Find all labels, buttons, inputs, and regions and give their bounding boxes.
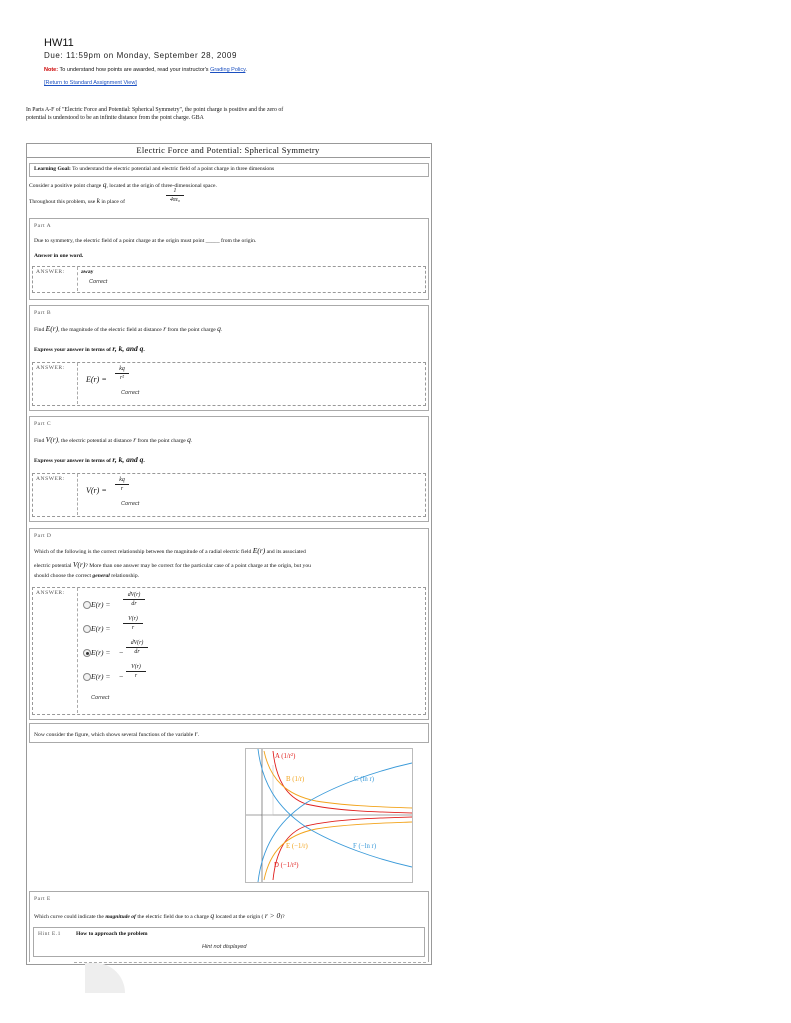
page-curl <box>85 963 125 993</box>
part-a-label: Part A <box>34 223 52 229</box>
part-d-question-line2 <box>34 560 311 569</box>
assignment-title: HW11 <box>44 37 74 49</box>
part-d-l3em: general <box>92 573 110 579</box>
option-3-sign: − <box>119 648 124 657</box>
var-q: q <box>102 180 107 189</box>
radio-button-4[interactable] <box>83 673 91 681</box>
curve-e <box>264 822 412 880</box>
part-c-r: r <box>133 435 137 444</box>
consider-part2: , located at the origin of three-dimensional space. <box>106 183 217 189</box>
consider-text <box>29 180 217 189</box>
part-c-answer-label: ANSWER: <box>36 476 65 482</box>
hint-e1-box[interactable] <box>33 927 425 957</box>
option-2-lhs: E(r) = <box>91 624 111 633</box>
intro-paragraph: In Parts A-F of "Electric Force and Potential: Spherical Symmetry", the point charge is positive and the zero of potential is understood to be an infinite distance from the point charge. GBA <box>26 107 284 121</box>
part-b-den: r² <box>120 375 124 381</box>
part-d-l1b: and its associated <box>266 549 306 555</box>
part-d-status: Correct <box>91 695 110 701</box>
curve-e-label: E (−1/r) <box>286 843 308 850</box>
part-c-q3: from the point charge <box>137 438 186 444</box>
part-d-l2fn: V(r) <box>72 560 86 569</box>
next-hint-edge <box>74 962 426 965</box>
part-d-question-line3 <box>34 573 139 579</box>
part-c-fraction <box>115 477 129 492</box>
curve-d-label: D (−1/r²) <box>274 862 299 869</box>
return-link-wrap <box>44 80 137 86</box>
option-1-den: dr <box>131 601 137 607</box>
part-b-fn: E(r) <box>45 324 59 333</box>
learning-goal-box <box>29 163 429 177</box>
radio-button-3-selected[interactable] <box>83 649 91 657</box>
part-d-l2a: electric potential <box>34 563 72 569</box>
return-to-standard-view-link[interactable]: [Return to Standard Assignment View] <box>44 80 137 86</box>
part-d-l3a: should choose the correct <box>34 573 92 579</box>
part-c-q1: Find <box>34 438 45 444</box>
part-b-q: q <box>217 324 221 333</box>
part-b-num: kq <box>119 366 125 372</box>
option-4-fraction <box>126 664 146 679</box>
part-a-instruction: Answer in one word. <box>34 253 84 259</box>
part-b-vars: r, k, and q <box>112 344 144 353</box>
curve-b-label: B (1/r) <box>286 776 305 783</box>
part-c-vars: r, k, and q <box>112 455 144 464</box>
hint-e1-label: Hint E.1 <box>38 931 61 937</box>
curve-a-label: A (1/r²) <box>275 753 296 760</box>
part-d-l2b: ? More than one answer may be correct for the particular case of a point charge at the origin, but you <box>85 563 311 569</box>
learning-goal-text: To understand the electric potential and electric field of a point charge in three dimensions <box>72 166 275 172</box>
part-e-q3: located at the origin ( <box>215 914 264 920</box>
part-d-box <box>29 528 429 720</box>
option-3-den: dr <box>134 649 140 655</box>
part-c-q2: , the electric potential at distance <box>58 438 132 444</box>
throughout-part2: in place of <box>101 199 125 205</box>
part-d-question-line1 <box>34 546 306 555</box>
option-3-fraction <box>126 640 148 655</box>
learning-goal <box>34 166 274 172</box>
part-d-answer-label: ANSWER: <box>36 590 65 596</box>
part-c-instr1: Express your answer in terms of <box>34 458 111 464</box>
part-b-answer-box <box>32 362 426 406</box>
option-3-lhs: E(r) = <box>91 648 111 657</box>
part-a-answer: away <box>81 269 94 275</box>
part-d-l1fn: E(r) <box>252 546 266 555</box>
k-frac-numerator: 1 <box>173 188 177 194</box>
radio-button-2[interactable] <box>83 625 91 633</box>
part-a-answer-label: ANSWER: <box>36 269 65 275</box>
k-frac-denominator: 4πε₀ <box>169 197 181 203</box>
figure-intro-part2: . <box>197 732 199 738</box>
option-2-fraction <box>123 616 143 631</box>
grading-policy-link[interactable]: Grading Policy <box>210 67 246 73</box>
k-definition-fraction <box>166 188 184 203</box>
part-a-status: Correct <box>89 279 108 285</box>
part-b-answer-label: ANSWER: <box>36 365 65 371</box>
part-b-q2: , the magnitude of the electric field at distance <box>58 327 162 333</box>
part-b-fraction <box>115 366 129 381</box>
note-end: . <box>245 67 247 73</box>
part-b-instruction <box>34 344 145 353</box>
part-b-instr2: . <box>143 347 145 353</box>
part-a-box <box>29 218 429 300</box>
part-e-box <box>29 891 429 962</box>
hint-e1-title[interactable]: How to approach the problem <box>76 931 148 937</box>
part-b-lhs: E(r) = <box>86 375 107 384</box>
option-1-lhs: E(r) = <box>91 600 111 609</box>
figure-intro-text <box>34 729 199 738</box>
part-b-instr1: Express your answer in terms of <box>34 347 111 353</box>
part-d-label: Part D <box>34 533 52 539</box>
part-e-cond: r > 0 <box>264 911 281 920</box>
part-b-q3: from the point charge <box>167 327 216 333</box>
due-date: Due: 11:59pm on Monday, September 28, 2009 <box>44 51 238 60</box>
option-1-fraction <box>123 592 145 607</box>
part-c-box <box>29 416 429 522</box>
curves-plot <box>246 749 412 882</box>
note-text: To understand how points are awarded, read your instructor's <box>59 67 209 73</box>
part-b-box <box>29 305 429 411</box>
option-3-num: dV(r) <box>130 640 144 646</box>
throughout-part1: Throughout this problem, use <box>29 199 96 205</box>
part-c-label: Part C <box>34 421 52 427</box>
var-k: k <box>96 196 100 205</box>
learning-goal-label: Learning Goal: <box>34 166 71 172</box>
part-e-q2: the electric field due to a charge <box>137 914 209 920</box>
figure-intro-part1: Now consider the figure, which shows several functions of the variable <box>34 732 194 738</box>
part-c-fn: V(r) <box>45 435 59 444</box>
consider-part1: Consider a positive point charge <box>29 183 102 189</box>
part-b-q1: Find <box>34 327 45 333</box>
part-e-em: magnitude of <box>105 914 136 920</box>
note-label: Note: <box>44 67 59 73</box>
part-c-lhs: V(r) = <box>86 486 107 495</box>
option-4-den: r <box>134 673 138 679</box>
part-e-question <box>34 911 285 920</box>
part-e-q1: Which curve could indicate the <box>34 914 104 920</box>
grading-note <box>44 67 247 73</box>
option-1-num: dV(r) <box>127 592 141 598</box>
figure-intro-r: r <box>194 729 198 738</box>
part-c-num: kq <box>119 477 125 483</box>
part-e-qvar: q <box>210 911 215 920</box>
option-4-num: V(r) <box>131 664 141 670</box>
figure-intro-box <box>29 723 429 743</box>
part-c-q: q <box>187 435 191 444</box>
part-c-instruction <box>34 455 145 464</box>
radio-button-1[interactable] <box>83 601 91 609</box>
throughout-text <box>29 196 125 205</box>
part-c-status: Correct <box>121 501 140 507</box>
part-a-answer-box <box>32 266 426 293</box>
part-c-q4: . <box>190 438 193 444</box>
option-4-sign: − <box>119 672 124 681</box>
function-curves-figure <box>245 748 413 883</box>
part-d-l3b: relationship. <box>111 573 140 579</box>
option-2-num: V(r) <box>128 616 138 622</box>
choice-option-4[interactable] <box>83 664 173 686</box>
hint-e1-status: Hint not displayed <box>202 944 247 950</box>
part-b-status: Correct <box>121 390 140 396</box>
part-b-q4: . <box>220 327 223 333</box>
part-c-den: r <box>120 486 124 492</box>
gridline-a <box>262 765 273 815</box>
part-c-question <box>34 435 192 444</box>
option-4-lhs: E(r) = <box>91 672 111 681</box>
choice-option-1[interactable] <box>83 592 173 614</box>
part-b-r: r <box>163 324 167 333</box>
part-c-answer-box <box>32 473 426 517</box>
option-2-den: r <box>131 625 135 631</box>
part-b-question <box>34 324 222 333</box>
choice-option-3[interactable] <box>83 640 173 662</box>
choice-option-2[interactable] <box>83 616 173 638</box>
part-c-instr2: . <box>143 458 145 464</box>
part-d-l1a: Which of the following is the correct relationship between the magnitude of a radial electric field <box>34 549 252 555</box>
curve-f-label: F (−ln r) <box>353 843 377 850</box>
part-e-q4: )? <box>280 914 285 920</box>
part-d-answer-box <box>32 587 426 715</box>
curve-c-label: C (ln r) <box>354 776 375 783</box>
problem-title: Electric Force and Potential: Spherical Symmetry <box>26 143 430 158</box>
part-e-label: Part E <box>34 896 51 902</box>
part-a-question: Due to symmetry, the electric field of a point charge at the origin must point _____ from the origin. <box>34 238 257 244</box>
part-b-label: Part B <box>34 310 52 316</box>
